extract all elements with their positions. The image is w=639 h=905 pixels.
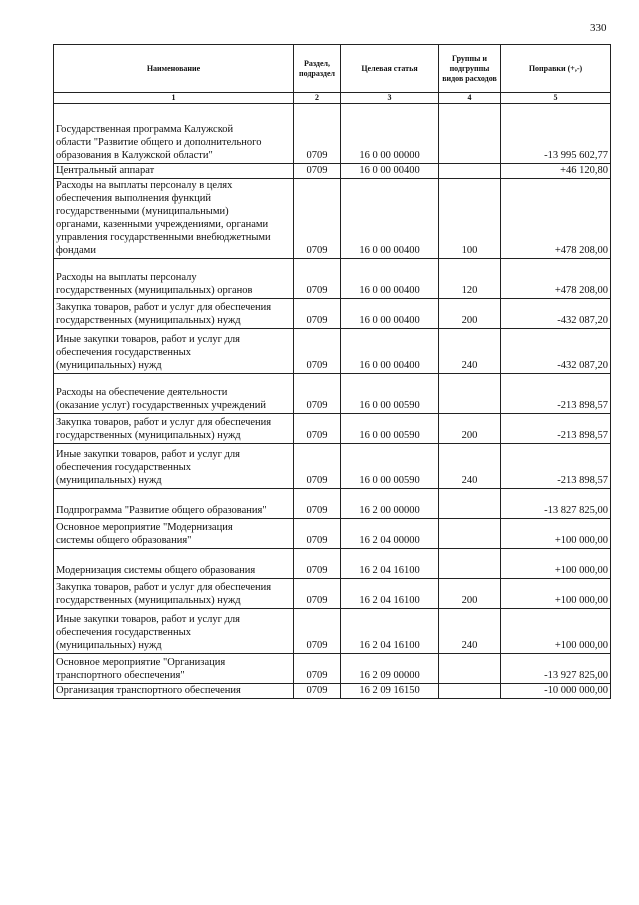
row-section-cell: 0709 — [294, 104, 341, 164]
column-number: 5 — [501, 93, 611, 104]
table-row — [54, 654, 611, 684]
row-amendment-amount-cell: -13 827 825,00 — [501, 489, 611, 519]
row-expense-group-cell — [439, 549, 501, 579]
table-row — [54, 179, 611, 259]
row-expense-group-cell — [439, 519, 501, 549]
row-section-cell: 0709 — [294, 684, 341, 699]
table-body — [54, 104, 611, 699]
row-section-cell: 0709 — [294, 519, 341, 549]
row-expense-group-cell — [439, 489, 501, 519]
row-amendment-amount-cell: +478 208,00 — [501, 179, 611, 259]
row-target-article-cell: 16 0 00 00000 — [341, 104, 439, 164]
row-amendment-amount-cell: +46 120,80 — [501, 164, 611, 179]
row-expense-group-cell — [439, 104, 501, 164]
row-expense-group-cell: 200 — [439, 579, 501, 609]
row-amendment-amount-cell: -13 995 602,77 — [501, 104, 611, 164]
row-name-cell: Иные закупки товаров, работ и услуг для обеспечения государственных (муниципальных) нужд — [54, 609, 294, 654]
row-amendment-amount-cell: +478 208,00 — [501, 259, 611, 299]
page-number: 330 — [590, 22, 607, 34]
row-section-cell: 0709 — [294, 329, 341, 374]
header-target-article: Целевая статья — [341, 45, 439, 93]
row-section-cell: 0709 — [294, 259, 341, 299]
table-row — [54, 579, 611, 609]
row-expense-group-cell — [439, 374, 501, 414]
table-row — [54, 164, 611, 179]
row-name-cell: Государственная программа Калужской области "Развитие общего и дополнительного образования в Калужской области" — [54, 104, 294, 164]
table-row — [54, 104, 611, 164]
row-target-article-cell: 16 0 00 00590 — [341, 414, 439, 444]
row-section-cell: 0709 — [294, 609, 341, 654]
column-number: 1 — [54, 93, 294, 104]
row-name-cell: Основное мероприятие "Организация транспортного обеспечения" — [54, 654, 294, 684]
row-name-cell: Расходы на выплаты персоналу государственных (муниципальных) органов — [54, 259, 294, 299]
row-section-cell: 0709 — [294, 374, 341, 414]
row-target-article-cell: 16 2 04 00000 — [341, 519, 439, 549]
row-name-cell: Иные закупки товаров, работ и услуг для обеспечения государственных (муниципальных) нужд — [54, 329, 294, 374]
table-row — [54, 609, 611, 654]
table-row — [54, 684, 611, 699]
row-section-cell: 0709 — [294, 489, 341, 519]
table-row — [54, 299, 611, 329]
column-number: 2 — [294, 93, 341, 104]
header-amendments: Поправки (+,-) — [501, 45, 611, 93]
table-row — [54, 414, 611, 444]
row-target-article-cell: 16 2 04 16100 — [341, 549, 439, 579]
row-section-cell: 0709 — [294, 444, 341, 489]
row-amendment-amount-cell: -213 898,57 — [501, 374, 611, 414]
row-target-article-cell: 16 0 00 00400 — [341, 299, 439, 329]
row-target-article-cell: 16 2 04 16100 — [341, 609, 439, 654]
column-number: 4 — [439, 93, 501, 104]
row-expense-group-cell: 240 — [439, 329, 501, 374]
row-amendment-amount-cell: -213 898,57 — [501, 444, 611, 489]
column-number-row — [54, 93, 611, 104]
row-amendment-amount-cell: -432 087,20 — [501, 299, 611, 329]
row-amendment-amount-cell: -213 898,57 — [501, 414, 611, 444]
row-target-article-cell: 16 2 04 16100 — [341, 579, 439, 609]
row-target-article-cell: 16 0 00 00590 — [341, 444, 439, 489]
row-name-cell: Закупка товаров, работ и услуг для обеспечения государственных (муниципальных) нужд — [54, 414, 294, 444]
row-name-cell: Центральный аппарат — [54, 164, 294, 179]
row-expense-group-cell: 240 — [439, 609, 501, 654]
row-section-cell: 0709 — [294, 299, 341, 329]
row-amendment-amount-cell: +100 000,00 — [501, 549, 611, 579]
table-row — [54, 489, 611, 519]
row-name-cell: Расходы на выплаты персоналу в целях обеспечения выполнения функций государственными (муниципальными) органами, казенными учреждениями, органами управления государственными внебюджетными фондами — [54, 179, 294, 259]
row-section-cell: 0709 — [294, 179, 341, 259]
row-section-cell: 0709 — [294, 164, 341, 179]
table-row — [54, 259, 611, 299]
table-row — [54, 374, 611, 414]
row-name-cell: Иные закупки товаров, работ и услуг для обеспечения государственных (муниципальных) нужд — [54, 444, 294, 489]
row-amendment-amount-cell: +100 000,00 — [501, 579, 611, 609]
header-name: Наименование — [54, 45, 294, 93]
row-target-article-cell: 16 0 00 00400 — [341, 164, 439, 179]
row-section-cell: 0709 — [294, 414, 341, 444]
budget-amendments-table — [53, 44, 611, 699]
row-name-cell: Модернизация системы общего образования — [54, 549, 294, 579]
row-target-article-cell: 16 0 00 00400 — [341, 329, 439, 374]
row-expense-group-cell: 100 — [439, 179, 501, 259]
table-row — [54, 329, 611, 374]
row-expense-group-cell — [439, 654, 501, 684]
row-name-cell: Закупка товаров, работ и услуг для обеспечения государственных (муниципальных) нужд — [54, 579, 294, 609]
row-section-cell: 0709 — [294, 579, 341, 609]
table-row — [54, 549, 611, 579]
row-amendment-amount-cell: +100 000,00 — [501, 609, 611, 654]
row-name-cell: Закупка товаров, работ и услуг для обеспечения государственных (муниципальных) нужд — [54, 299, 294, 329]
row-name-cell: Организация транспортного обеспечения — [54, 684, 294, 699]
row-name-cell: Основное мероприятие "Модернизация системы общего образования" — [54, 519, 294, 549]
header-section: Раздел, подраздел — [294, 45, 341, 93]
row-target-article-cell: 16 0 00 00400 — [341, 179, 439, 259]
row-target-article-cell: 16 0 00 00400 — [341, 259, 439, 299]
table-row — [54, 519, 611, 549]
row-expense-group-cell — [439, 684, 501, 699]
row-expense-group-cell: 200 — [439, 299, 501, 329]
row-name-cell: Расходы на обеспечение деятельности (оказание услуг) государственных учреждений — [54, 374, 294, 414]
header-expense-groups: Группы и подгруппы видов расходов — [439, 45, 501, 93]
row-expense-group-cell — [439, 164, 501, 179]
row-expense-group-cell: 120 — [439, 259, 501, 299]
row-expense-group-cell: 240 — [439, 444, 501, 489]
row-name-cell: Подпрограмма "Развитие общего образования" — [54, 489, 294, 519]
header-row — [54, 45, 611, 93]
row-amendment-amount-cell: -432 087,20 — [501, 329, 611, 374]
row-target-article-cell: 16 2 09 16150 — [341, 684, 439, 699]
row-target-article-cell: 16 0 00 00590 — [341, 374, 439, 414]
table-row — [54, 444, 611, 489]
row-amendment-amount-cell: +100 000,00 — [501, 519, 611, 549]
column-number: 3 — [341, 93, 439, 104]
row-section-cell: 0709 — [294, 549, 341, 579]
row-amendment-amount-cell: -10 000 000,00 — [501, 684, 611, 699]
row-section-cell: 0709 — [294, 654, 341, 684]
row-target-article-cell: 16 2 00 00000 — [341, 489, 439, 519]
row-target-article-cell: 16 2 09 00000 — [341, 654, 439, 684]
row-expense-group-cell: 200 — [439, 414, 501, 444]
row-amendment-amount-cell: -13 927 825,00 — [501, 654, 611, 684]
